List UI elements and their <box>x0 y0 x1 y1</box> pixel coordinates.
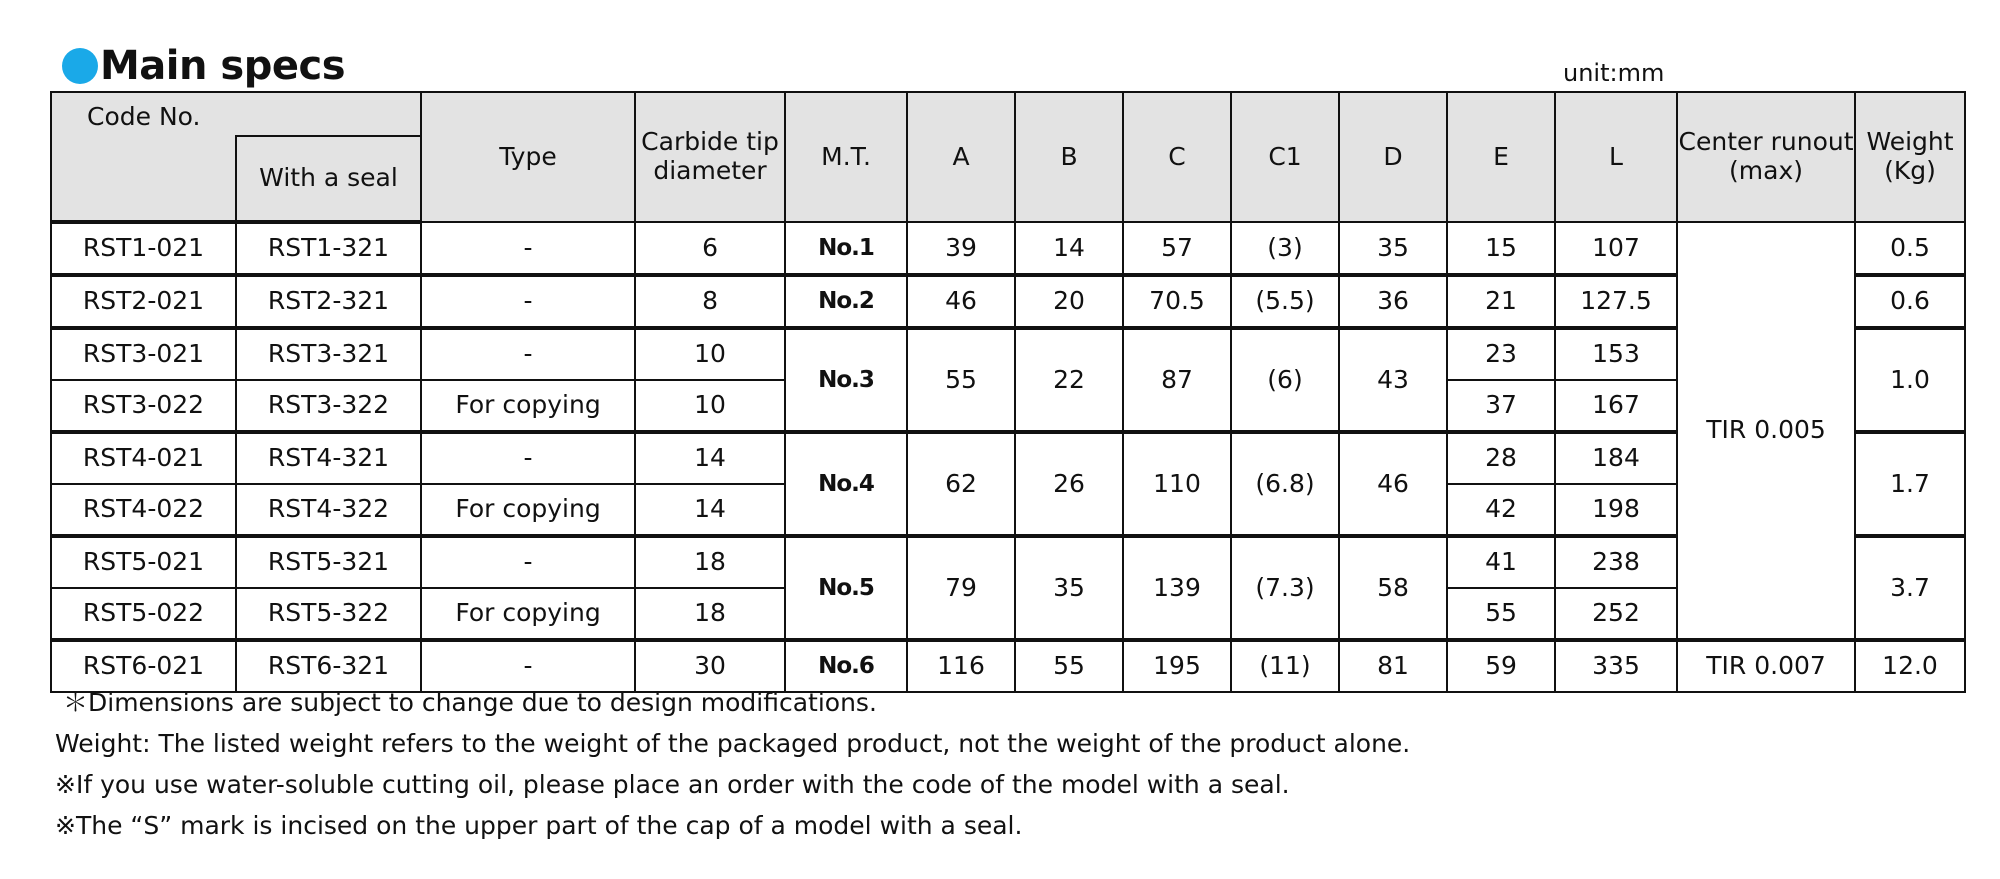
cell-d: 46 <box>1339 432 1447 536</box>
cell-weight: 0.6 <box>1855 275 1965 328</box>
header-carbide: Carbide tip diameter <box>635 92 785 222</box>
cell-c1: (7.3) <box>1231 536 1339 640</box>
cell-b: 14 <box>1015 222 1123 275</box>
cell-type: For copying <box>421 380 635 432</box>
cell-e: 37 <box>1447 380 1555 432</box>
cell-mt: No.4 <box>785 432 907 536</box>
specs-table <box>50 91 1966 693</box>
note-cutting-oil: ※If you use water-soluble cutting oil, please place an order with the code of the model with a seal. <box>55 770 1290 799</box>
cell-l: 107 <box>1555 222 1677 275</box>
cell-c: 70.5 <box>1123 275 1231 328</box>
cell-seal: RST3-321 <box>236 328 421 380</box>
cell-l: 184 <box>1555 432 1677 484</box>
cell-e: 21 <box>1447 275 1555 328</box>
header-a: A <box>907 92 1015 222</box>
cell-code: RST3-022 <box>51 380 236 432</box>
cell-l: 167 <box>1555 380 1677 432</box>
cell-e: 15 <box>1447 222 1555 275</box>
cell-b: 22 <box>1015 328 1123 432</box>
cell-e: 55 <box>1447 588 1555 640</box>
cell-d: 35 <box>1339 222 1447 275</box>
cell-carbide: 18 <box>635 536 785 588</box>
table-row <box>51 222 1965 275</box>
cell-d: 43 <box>1339 328 1447 432</box>
cell-runout-shared: TIR 0.005 <box>1677 222 1855 640</box>
footnotes <box>55 682 1955 846</box>
cell-c: 195 <box>1123 640 1231 692</box>
cell-code: RST4-021 <box>51 432 236 484</box>
cell-e: 59 <box>1447 640 1555 692</box>
cell-weight: 0.5 <box>1855 222 1965 275</box>
cell-c: 139 <box>1123 536 1231 640</box>
cell-e: 23 <box>1447 328 1555 380</box>
cell-c1: (3) <box>1231 222 1339 275</box>
cell-seal: RST4-321 <box>236 432 421 484</box>
unit-label: unit:mm <box>1563 59 1665 87</box>
cell-mt: No.6 <box>785 640 907 692</box>
cell-d: 58 <box>1339 536 1447 640</box>
cell-code: RST1-021 <box>51 222 236 275</box>
cell-a: 46 <box>907 275 1015 328</box>
cell-carbide: 6 <box>635 222 785 275</box>
cell-code: RST5-021 <box>51 536 236 588</box>
cell-type: For copying <box>421 484 635 536</box>
cell-l: 153 <box>1555 328 1677 380</box>
cell-code: RST2-021 <box>51 275 236 328</box>
cell-seal: RST1-321 <box>236 222 421 275</box>
header-code-blank <box>51 136 236 222</box>
cell-l: 198 <box>1555 484 1677 536</box>
note-dimensions: ＊Dimensions are subject to change due to design modifications. <box>63 688 877 717</box>
header-b: B <box>1015 92 1123 222</box>
cell-weight: 3.7 <box>1855 536 1965 640</box>
cell-l: 127.5 <box>1555 275 1677 328</box>
cell-carbide: 18 <box>635 588 785 640</box>
header-with-seal: With a seal <box>236 136 421 222</box>
cell-a: 62 <box>907 432 1015 536</box>
cell-seal: RST3-322 <box>236 380 421 432</box>
cell-c: 87 <box>1123 328 1231 432</box>
cell-mt: No.3 <box>785 328 907 432</box>
cell-a: 116 <box>907 640 1015 692</box>
cell-mt: No.1 <box>785 222 907 275</box>
cell-type: - <box>421 432 635 484</box>
cell-weight: 12.0 <box>1855 640 1965 692</box>
cell-d: 81 <box>1339 640 1447 692</box>
cell-type: - <box>421 536 635 588</box>
cell-runout: TIR 0.007 <box>1677 640 1855 692</box>
page-title: Main specs <box>100 43 345 89</box>
header-code-no: Code No. <box>51 92 421 136</box>
cell-type: For copying <box>421 588 635 640</box>
cell-e: 42 <box>1447 484 1555 536</box>
note-s-mark: ※The “S” mark is incised on the upper part of the cap of a model with a seal. <box>55 811 1023 840</box>
cell-code: RST6-021 <box>51 640 236 692</box>
cell-b: 26 <box>1015 432 1123 536</box>
cell-a: 39 <box>907 222 1015 275</box>
cell-c1: (6.8) <box>1231 432 1339 536</box>
cell-a: 55 <box>907 328 1015 432</box>
cell-a: 79 <box>907 536 1015 640</box>
cell-d: 36 <box>1339 275 1447 328</box>
cell-weight: 1.7 <box>1855 432 1965 536</box>
cell-e: 28 <box>1447 432 1555 484</box>
cell-b: 35 <box>1015 536 1123 640</box>
cell-mt: No.5 <box>785 536 907 640</box>
cell-e: 41 <box>1447 536 1555 588</box>
cell-carbide: 14 <box>635 484 785 536</box>
title-row <box>58 42 1956 90</box>
cell-seal: RST4-322 <box>236 484 421 536</box>
header-type: Type <box>421 92 635 222</box>
header-mt: M.T. <box>785 92 907 222</box>
cell-carbide: 14 <box>635 432 785 484</box>
cell-carbide: 10 <box>635 328 785 380</box>
cell-type: - <box>421 640 635 692</box>
cell-seal: RST5-321 <box>236 536 421 588</box>
header-d: D <box>1339 92 1447 222</box>
cell-c: 110 <box>1123 432 1231 536</box>
cell-code: RST3-021 <box>51 328 236 380</box>
cell-c1: (11) <box>1231 640 1339 692</box>
cell-carbide: 10 <box>635 380 785 432</box>
cell-mt: No.2 <box>785 275 907 328</box>
cell-weight: 1.0 <box>1855 328 1965 432</box>
cell-carbide: 8 <box>635 275 785 328</box>
cell-carbide: 30 <box>635 640 785 692</box>
cell-seal: RST5-322 <box>236 588 421 640</box>
cell-code: RST5-022 <box>51 588 236 640</box>
header-c: C <box>1123 92 1231 222</box>
bullet-dot-icon <box>62 48 98 84</box>
cell-c1: (6) <box>1231 328 1339 432</box>
cell-type: - <box>421 328 635 380</box>
header-c1: C1 <box>1231 92 1339 222</box>
cell-seal: RST2-321 <box>236 275 421 328</box>
cell-b: 20 <box>1015 275 1123 328</box>
cell-seal: RST6-321 <box>236 640 421 692</box>
cell-code: RST4-022 <box>51 484 236 536</box>
cell-l: 335 <box>1555 640 1677 692</box>
cell-l: 238 <box>1555 536 1677 588</box>
cell-b: 55 <box>1015 640 1123 692</box>
cell-l: 252 <box>1555 588 1677 640</box>
cell-type: - <box>421 275 635 328</box>
cell-c: 57 <box>1123 222 1231 275</box>
header-l: L <box>1555 92 1677 222</box>
cell-type: - <box>421 222 635 275</box>
cell-c1: (5.5) <box>1231 275 1339 328</box>
header-e: E <box>1447 92 1555 222</box>
header-weight: Weight (Kg) <box>1855 92 1965 222</box>
header-runout: Center runout (max) <box>1677 92 1855 222</box>
note-weight: Weight: The listed weight refers to the weight of the packaged product, not the weight of the product alone. <box>55 729 1411 758</box>
